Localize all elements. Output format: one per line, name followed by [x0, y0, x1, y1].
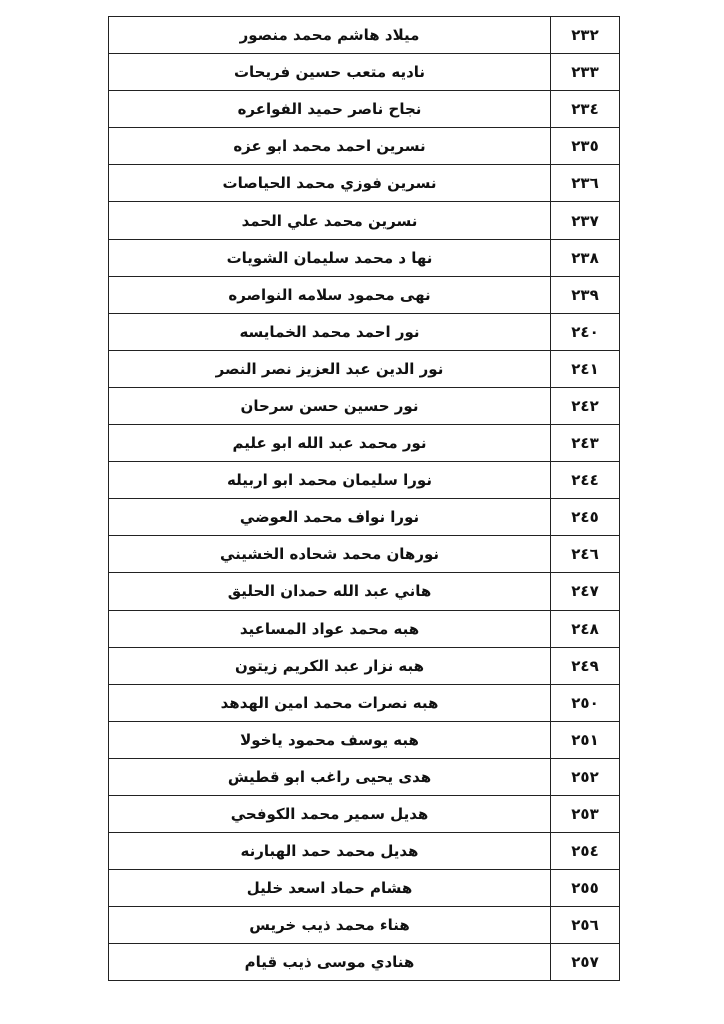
- name-cell: هبه نصرات محمد امين الهدهد: [109, 684, 551, 721]
- name-cell: نورهان محمد شحاده الخشيني: [109, 536, 551, 573]
- number-cell: ٢٤٤: [551, 462, 620, 499]
- number-cell: ٢٥٧: [551, 944, 620, 981]
- table-row: [109, 54, 620, 91]
- name-cell: هبه نزار عبد الكريم زيتون: [109, 647, 551, 684]
- name-cell: هناء محمد ذيب خريس: [109, 907, 551, 944]
- table-row: [109, 573, 620, 610]
- names-table: [108, 16, 620, 981]
- table-row: [109, 795, 620, 832]
- number-cell: ٢٥٣: [551, 795, 620, 832]
- table-row: [109, 239, 620, 276]
- name-cell: نور محمد عبد الله ابو عليم: [109, 425, 551, 462]
- name-cell: هبه محمد عواد المساعيد: [109, 610, 551, 647]
- number-cell: ٢٥٦: [551, 907, 620, 944]
- number-cell: ٢٣٥: [551, 128, 620, 165]
- number-cell: ٢٤٩: [551, 647, 620, 684]
- number-cell: ٢٥٤: [551, 833, 620, 870]
- name-cell: نهى محمود سلامه النواصره: [109, 276, 551, 313]
- number-cell: ٢٣٤: [551, 91, 620, 128]
- table-row: [109, 313, 620, 350]
- table-row: [109, 499, 620, 536]
- name-cell: ميلاد هاشم محمد منصور: [109, 17, 551, 54]
- table-row: [109, 536, 620, 573]
- name-cell: هديل محمد حمد الهبارنه: [109, 833, 551, 870]
- name-cell: نورا سليمان محمد ابو اربيله: [109, 462, 551, 499]
- table-row: [109, 202, 620, 239]
- table-row: [109, 907, 620, 944]
- table-row: [109, 91, 620, 128]
- name-cell: هدى يحيى راغب ابو قطيش: [109, 758, 551, 795]
- number-cell: ٢٣٦: [551, 165, 620, 202]
- number-cell: ٢٤٨: [551, 610, 620, 647]
- number-cell: ٢٤٦: [551, 536, 620, 573]
- name-cell: نها د محمد سليمان الشويات: [109, 239, 551, 276]
- name-cell: هاني عبد الله حمدان الحليق: [109, 573, 551, 610]
- number-cell: ٢٤٧: [551, 573, 620, 610]
- number-cell: ٢٣٣: [551, 54, 620, 91]
- table-row: [109, 17, 620, 54]
- number-cell: ٢٤١: [551, 350, 620, 387]
- table-row: [109, 721, 620, 758]
- table-row: [109, 610, 620, 647]
- name-cell: نجاح ناصر حميد الفواعره: [109, 91, 551, 128]
- name-cell: ناديه متعب حسين فريحات: [109, 54, 551, 91]
- table-row: [109, 425, 620, 462]
- table-row: [109, 276, 620, 313]
- name-cell: نسرين فوزي محمد الحياصات: [109, 165, 551, 202]
- number-cell: ٢٤٢: [551, 387, 620, 424]
- number-cell: ٢٤٠: [551, 313, 620, 350]
- table-row: [109, 870, 620, 907]
- table-row: [109, 833, 620, 870]
- name-cell: هديل سمير محمد الكوفحي: [109, 795, 551, 832]
- table-row: [109, 165, 620, 202]
- name-cell: نسرين احمد محمد ابو عزه: [109, 128, 551, 165]
- table-row: [109, 462, 620, 499]
- name-cell: هبه يوسف محمود ياخولا: [109, 721, 551, 758]
- name-cell: هشام حماد اسعد خليل: [109, 870, 551, 907]
- table-row: [109, 647, 620, 684]
- name-cell: هنادي موسى ذيب قيام: [109, 944, 551, 981]
- name-cell: نور حسين حسن سرحان: [109, 387, 551, 424]
- table-row: [109, 387, 620, 424]
- number-cell: ٢٥١: [551, 721, 620, 758]
- name-cell: نورا نواف محمد العوضي: [109, 499, 551, 536]
- table-row: [109, 684, 620, 721]
- number-cell: ٢٣٧: [551, 202, 620, 239]
- number-cell: ٢٥٠: [551, 684, 620, 721]
- number-cell: ٢٤٣: [551, 425, 620, 462]
- number-cell: ٢٣٩: [551, 276, 620, 313]
- table-row: [109, 758, 620, 795]
- name-cell: نور الدين عبد العزيز نصر النصر: [109, 350, 551, 387]
- table-row: [109, 350, 620, 387]
- number-cell: ٢٤٥: [551, 499, 620, 536]
- table-row: [109, 128, 620, 165]
- number-cell: ٢٣٢: [551, 17, 620, 54]
- number-cell: ٢٥٢: [551, 758, 620, 795]
- number-cell: ٢٥٥: [551, 870, 620, 907]
- table-row: [109, 944, 620, 981]
- number-cell: ٢٣٨: [551, 239, 620, 276]
- name-cell: نور احمد محمد الخمايسه: [109, 313, 551, 350]
- names-table-body: [109, 17, 620, 981]
- name-cell: نسرين محمد علي الحمد: [109, 202, 551, 239]
